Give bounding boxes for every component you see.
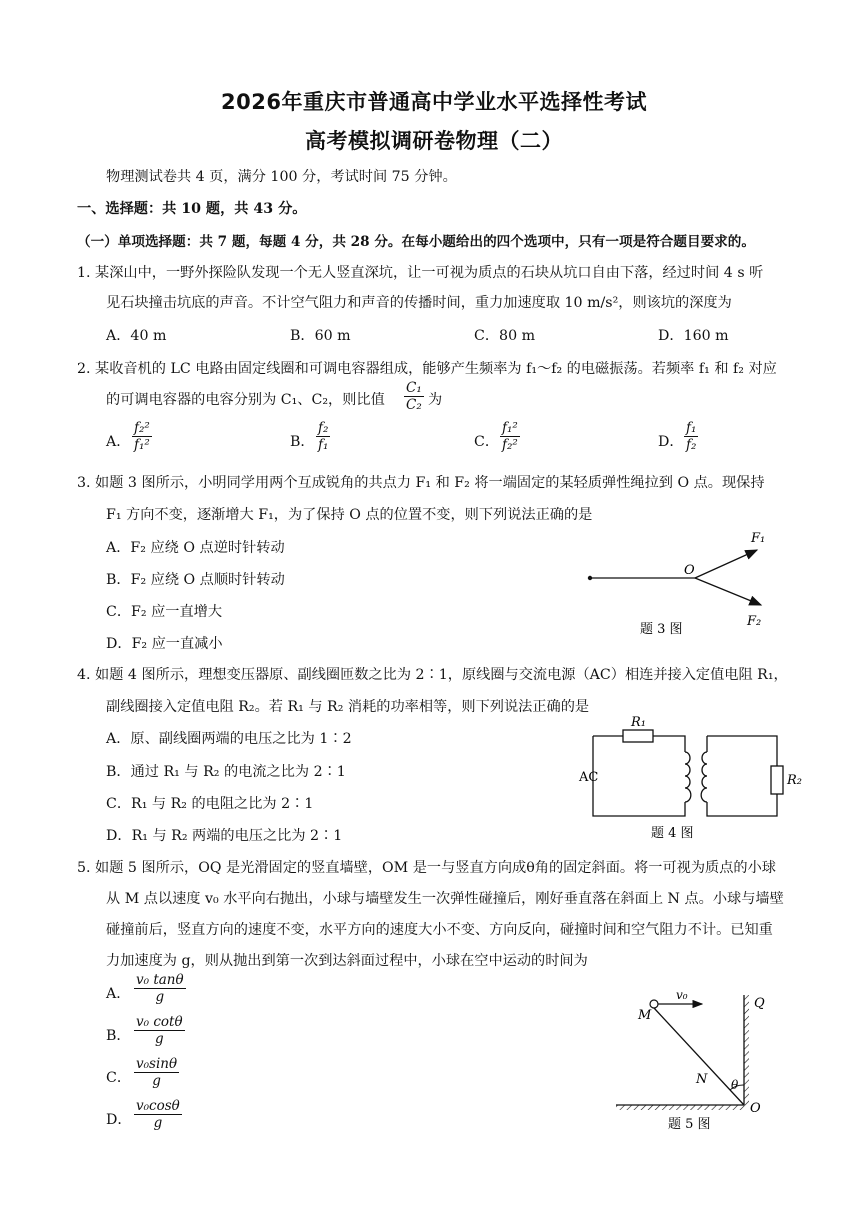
- q5-option-c-label: C．: [106, 1070, 132, 1086]
- section-heading: 一、选择题：共 10 题，共 43 分。: [77, 201, 307, 217]
- fraction-numerator: f₂: [318, 420, 329, 436]
- q4-stem-line1: 4. 如题 4 图所示，理想变压器原、副线圈匝数之比为 2∶1，原线圈与交流电源（AC）相连并接入定值电阻 R₁，: [77, 667, 788, 683]
- q2-option-b-fraction: [316, 420, 330, 453]
- label-m: M: [638, 1008, 652, 1023]
- q5-stem-line3: 碰撞前后，竖直方向的速度不变，水平方向的速度大小不变、方向反向，碰撞时间和空气阻力不计。已知重: [106, 922, 773, 938]
- fraction-denominator: g: [154, 1031, 164, 1047]
- q2-option-a-label: A．: [106, 434, 131, 450]
- fraction-denominator: f₁²: [134, 437, 150, 453]
- ground-hatching: [616, 1105, 744, 1110]
- label-ac: AC: [579, 770, 599, 785]
- q5-option-b-fraction: [134, 1014, 185, 1047]
- q5-stem-line2: 从 M 点以速度 v₀ 水平向右抛出，小球与墙壁发生一次弹性碰撞后，刚好垂直落在斜面上 N 点。小球与墙壁: [106, 891, 784, 907]
- q5-stem-line1: 5. 如题 5 图所示，OQ 是光滑固定的竖直墙壁，OM 是一与竖直方向成θ角的固定斜面。将一可视为质点的小球: [77, 860, 776, 876]
- fraction-numerator: v₀ cotθ: [136, 1014, 183, 1030]
- q4-figure-caption: 题 4 图: [651, 826, 694, 841]
- wall-hatching: [744, 995, 749, 1107]
- q1-option-d: D．160 m: [658, 328, 729, 344]
- label-theta: θ: [731, 1078, 739, 1092]
- q2-option-d-fraction: [684, 420, 698, 453]
- q4-stem-line2: 副线圈接入定值电阻 R₂。若 R₁ 与 R₂ 消耗的功率相等，则下列说法正确的是: [106, 699, 590, 715]
- label-r2: R₂: [787, 773, 802, 788]
- q4-option-c: C．R₁ 与 R₂ 的电阻之比为 2∶1: [106, 796, 314, 812]
- fraction-numerator: f₁²: [502, 420, 518, 436]
- q2-option-b-label: B．: [290, 434, 315, 450]
- q5-figure: [610, 985, 790, 1135]
- ball: [650, 1000, 658, 1008]
- secondary-circuit-wire: [707, 736, 777, 816]
- q5-option-d-fraction: [134, 1098, 182, 1131]
- q1-option-a: A．40 m: [106, 328, 167, 344]
- q5-option-c-fraction: [134, 1056, 179, 1089]
- fraction-denominator: f₂: [686, 437, 697, 453]
- fraction-denominator: g: [155, 989, 165, 1005]
- subsection-heading: （一）单项选择题：共 7 题，每题 4 分，共 28 分。在每小题给出的四个选项中，只有一项是符合题目要求的。: [77, 234, 755, 250]
- q4-option-b: B．通过 R₁ 与 R₂ 的电流之比为 2∶1: [106, 764, 346, 780]
- label-v0: v₀: [676, 988, 688, 1002]
- q4-circuit-figure: [575, 712, 802, 844]
- q5-stem-line4: 力加速度为 g，则从抛出到第一次到达斜面过程中，小球在空中运动的时间为: [106, 953, 588, 969]
- label-o: O: [750, 1101, 761, 1116]
- label-f1: F₁: [751, 531, 766, 546]
- q2-option-a-fraction: [132, 420, 152, 453]
- label-r1: R₁: [631, 715, 646, 730]
- q1-option-c: C．80 m: [474, 328, 536, 344]
- q3-figure-caption: 题 3 图: [640, 622, 683, 637]
- exam-subtitle: 高考模拟调研卷物理（二）: [305, 129, 563, 153]
- q2-option-d-label: D．: [658, 434, 684, 450]
- q2-stem-line2-end: 为: [428, 392, 443, 408]
- q3-stem-line1: 3. 如题 3 图所示，小明同学用两个互成锐角的共点力 F₁ 和 F₂ 将一端固定的某轻质弹性绳拉到 O 点。现保持: [77, 475, 765, 491]
- resistor-r2: [771, 766, 783, 794]
- exam-intro: 物理测试卷共 4 页，满分 100 分，考试时间 75 分钟。: [106, 169, 457, 185]
- q3-stem-line2: F₁ 方向不变，逐渐增大 F₁，为了保持 O 点的位置不变，则下列说法正确的是: [106, 507, 593, 523]
- q2-capacitance-ratio: [404, 380, 424, 413]
- primary-coil: [685, 752, 691, 802]
- fraction-denominator: g: [152, 1073, 161, 1089]
- q4-option-a: A．原、副线圈两端的电压之比为 1∶2: [106, 731, 352, 747]
- fraction-numerator: f₂²: [134, 420, 150, 436]
- fraction-numerator: v₀ tanθ: [136, 972, 184, 988]
- label-n: N: [696, 1072, 708, 1087]
- q2-stem-line2-start: 的可调电容器的电容分别为 C₁、C₂，则比值: [106, 392, 385, 408]
- exam-title: 2026年重庆市普通高中学业水平选择性考试: [221, 90, 647, 114]
- q2-stem-line1: 2. 某收音机的 LC 电路由固定线圈和可调电容器组成，能够产生频率为 f₁～f₂ 的电磁振荡。若频率 f₁ 和 f₂ 对应: [77, 361, 777, 377]
- force-f2-arrow: [695, 578, 761, 605]
- ratio-denominator: C₂: [406, 397, 422, 413]
- primary-circuit-wire: [593, 736, 685, 816]
- force-f1-arrow: [695, 550, 757, 578]
- label-o: O: [684, 563, 695, 578]
- secondary-coil: [701, 752, 707, 802]
- fraction-denominator: f₁: [318, 437, 329, 453]
- q2-option-c-fraction: [500, 420, 520, 453]
- q5-option-a-fraction: [134, 972, 186, 1005]
- q3-option-b: B．F₂ 应绕 O 点顺时针转动: [106, 572, 285, 588]
- fraction-denominator: f₂²: [502, 437, 518, 453]
- q1-stem-line1: 1. 某深山中，一野外探险队发现一个无人竖直深坑，让一可视为质点的石块从坑口自由下落，经过时间 4 s 听: [77, 265, 764, 281]
- q1-stem-line2: 见石块撞击坑底的声音。不计空气阻力和声音的传播时间，重力加速度取 10 m/s²，则该坑的深度为: [106, 295, 732, 311]
- fraction-numerator: v₀sinθ: [136, 1056, 178, 1072]
- ratio-numerator: C₁: [406, 380, 422, 396]
- q3-option-d: D．F₂ 应一直减小: [106, 636, 223, 652]
- label-q: Q: [754, 996, 765, 1011]
- q3-option-c: C．F₂ 应一直增大: [106, 604, 223, 620]
- q5-option-b-label: B．: [106, 1028, 131, 1044]
- fraction-denominator: g: [153, 1115, 163, 1131]
- label-f2: F₂: [747, 614, 762, 629]
- q1-option-b: B．60 m: [290, 328, 351, 344]
- q3-option-a: A．F₂ 应绕 O 点逆时针转动: [106, 540, 285, 556]
- fraction-numerator: f₁: [686, 420, 697, 436]
- q3-figure: [575, 525, 795, 655]
- q5-option-a-label: A．: [106, 986, 131, 1002]
- fraction-numerator: v₀cosθ: [136, 1098, 180, 1114]
- q4-option-d: D．R₁ 与 R₂ 两端的电压之比为 2∶1: [106, 828, 343, 844]
- q5-option-d-label: D．: [106, 1112, 132, 1128]
- q5-figure-caption: 题 5 图: [668, 1117, 711, 1132]
- resistor-r1: [623, 730, 653, 742]
- q2-option-c-label: C．: [474, 434, 500, 450]
